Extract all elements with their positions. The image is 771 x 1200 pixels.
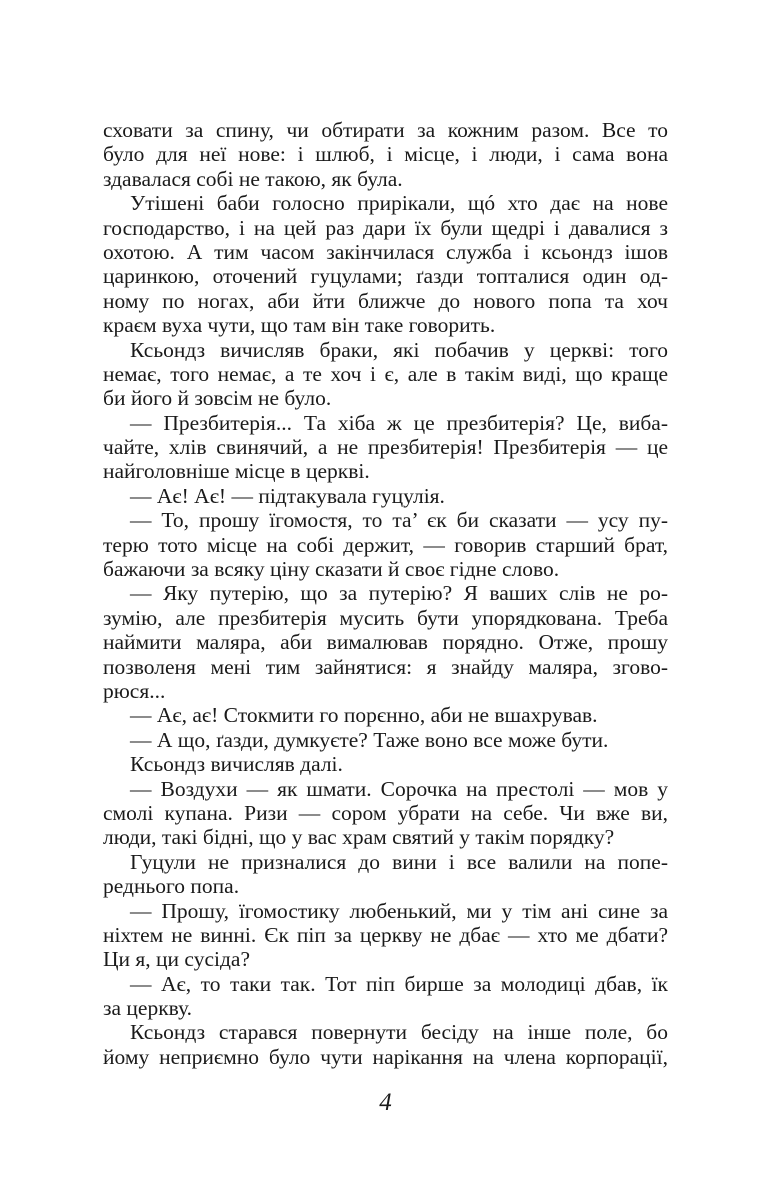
text-line: охотою. А тим часом закінчилася служба і ксьондз ішов	[103, 239, 668, 264]
text-line: — Презбитерія... Та хіба ж це презбитерія? Це, виба-	[130, 410, 668, 435]
text-line: здавалася собі не такою, як була.	[103, 166, 403, 191]
text-line: ніхтем не винні. Єк піп за церкву не дбає — хто ме дбати?	[103, 922, 668, 947]
text-line: Ксьондз вичисляв далі.	[130, 752, 343, 777]
text-line: позволеня мені тим зайнятися: я знайду маляра, згово-	[103, 654, 668, 679]
text-line: Ксьондз старався повернути бесіду на інше поле, бо	[130, 1020, 668, 1045]
text-line: би його й зовсім не було.	[103, 386, 332, 411]
text-line: — Ає! Ає! — підтакувала гуцулія.	[130, 483, 445, 508]
text-line: сховати за спину, чи обтирати за кожним разом. Все то	[103, 118, 668, 142]
text-line: немає, того немає, а те хоч і є, але в такім виді, що краще	[103, 361, 668, 386]
text-line: зумію, але презбитерія мусить бути упорядкована. Треба	[103, 605, 668, 630]
text-line: люди, такі бідні, що у вас храм святий у такім порядку?	[103, 825, 615, 850]
text-line: Гуцули не призналися до вини і все валили на попе-	[130, 849, 668, 874]
text-line: наймити маляра, аби вималював порядно. Отже, прошу	[103, 630, 668, 655]
text-line: терю тото місце на собі держит, — говорив старший брат,	[103, 532, 668, 557]
text-line: найголовніше місце в церкві.	[103, 459, 370, 484]
text-line: царинкою, оточений гуцулами; ґазди топталися один од-	[103, 264, 668, 289]
body-text	[103, 118, 668, 1069]
text-line: ному по ногах, аби йти ближче до нового попа та хоч	[103, 288, 668, 313]
text-line: — То, прошу їгомостя, то та’ єк би сказати — усу пу-	[130, 508, 668, 533]
text-line: — Воздухи — як шмати. Сорочка на престолі — мов у	[130, 776, 668, 801]
text-line: смолі купана. Ризи — сором убрати на себе. Чи вже ви,	[103, 800, 668, 825]
text-line: було для неї нове: і шлюб, і місце, і люди, і сама вона	[103, 142, 668, 167]
text-line: рюся...	[103, 678, 166, 703]
text-line: чайте, хлів свинячий, а не презбитерія! Презбитерія — це	[103, 435, 668, 460]
text-line: Утішені баби голосно прирікали, щó хто дає на нове	[130, 191, 668, 216]
text-line: за церкву.	[103, 996, 193, 1021]
text-line: — Ає, ає! Стокмити го порєнно, аби не вшахрував.	[130, 703, 598, 728]
text-line: — Ає, то таки так. Тот піп бирше за молодиці дбав, їк	[130, 971, 668, 996]
text-line: бажаючи за всяку ціну сказати й своє гідне слово.	[103, 557, 560, 582]
text-line: реднього попа.	[103, 874, 240, 899]
text-line: Ци я, ци сусіда?	[103, 947, 250, 972]
text-line: — Яку путерію, що за путерію? Я ваших слів не ро-	[130, 581, 668, 606]
text-line: Ксьондз вичисляв браки, які побачив у церкві: того	[130, 337, 668, 362]
text-line: господарство, і на цей раз дари їх були щедрі і давалися з	[103, 215, 668, 240]
text-line: — Прошу, їгомостику любенький, ми у тім ані сине за	[130, 898, 668, 923]
page-number: 4	[379, 1089, 392, 1116]
text-line: йому неприємно було чути нарікання на члена корпорації,	[103, 1044, 668, 1069]
text-line: краєм вуха чути, що там він таке говорить.	[103, 313, 496, 338]
text-line: — А що, ґазди, думкуєте? Таже воно все може бути.	[130, 727, 609, 752]
